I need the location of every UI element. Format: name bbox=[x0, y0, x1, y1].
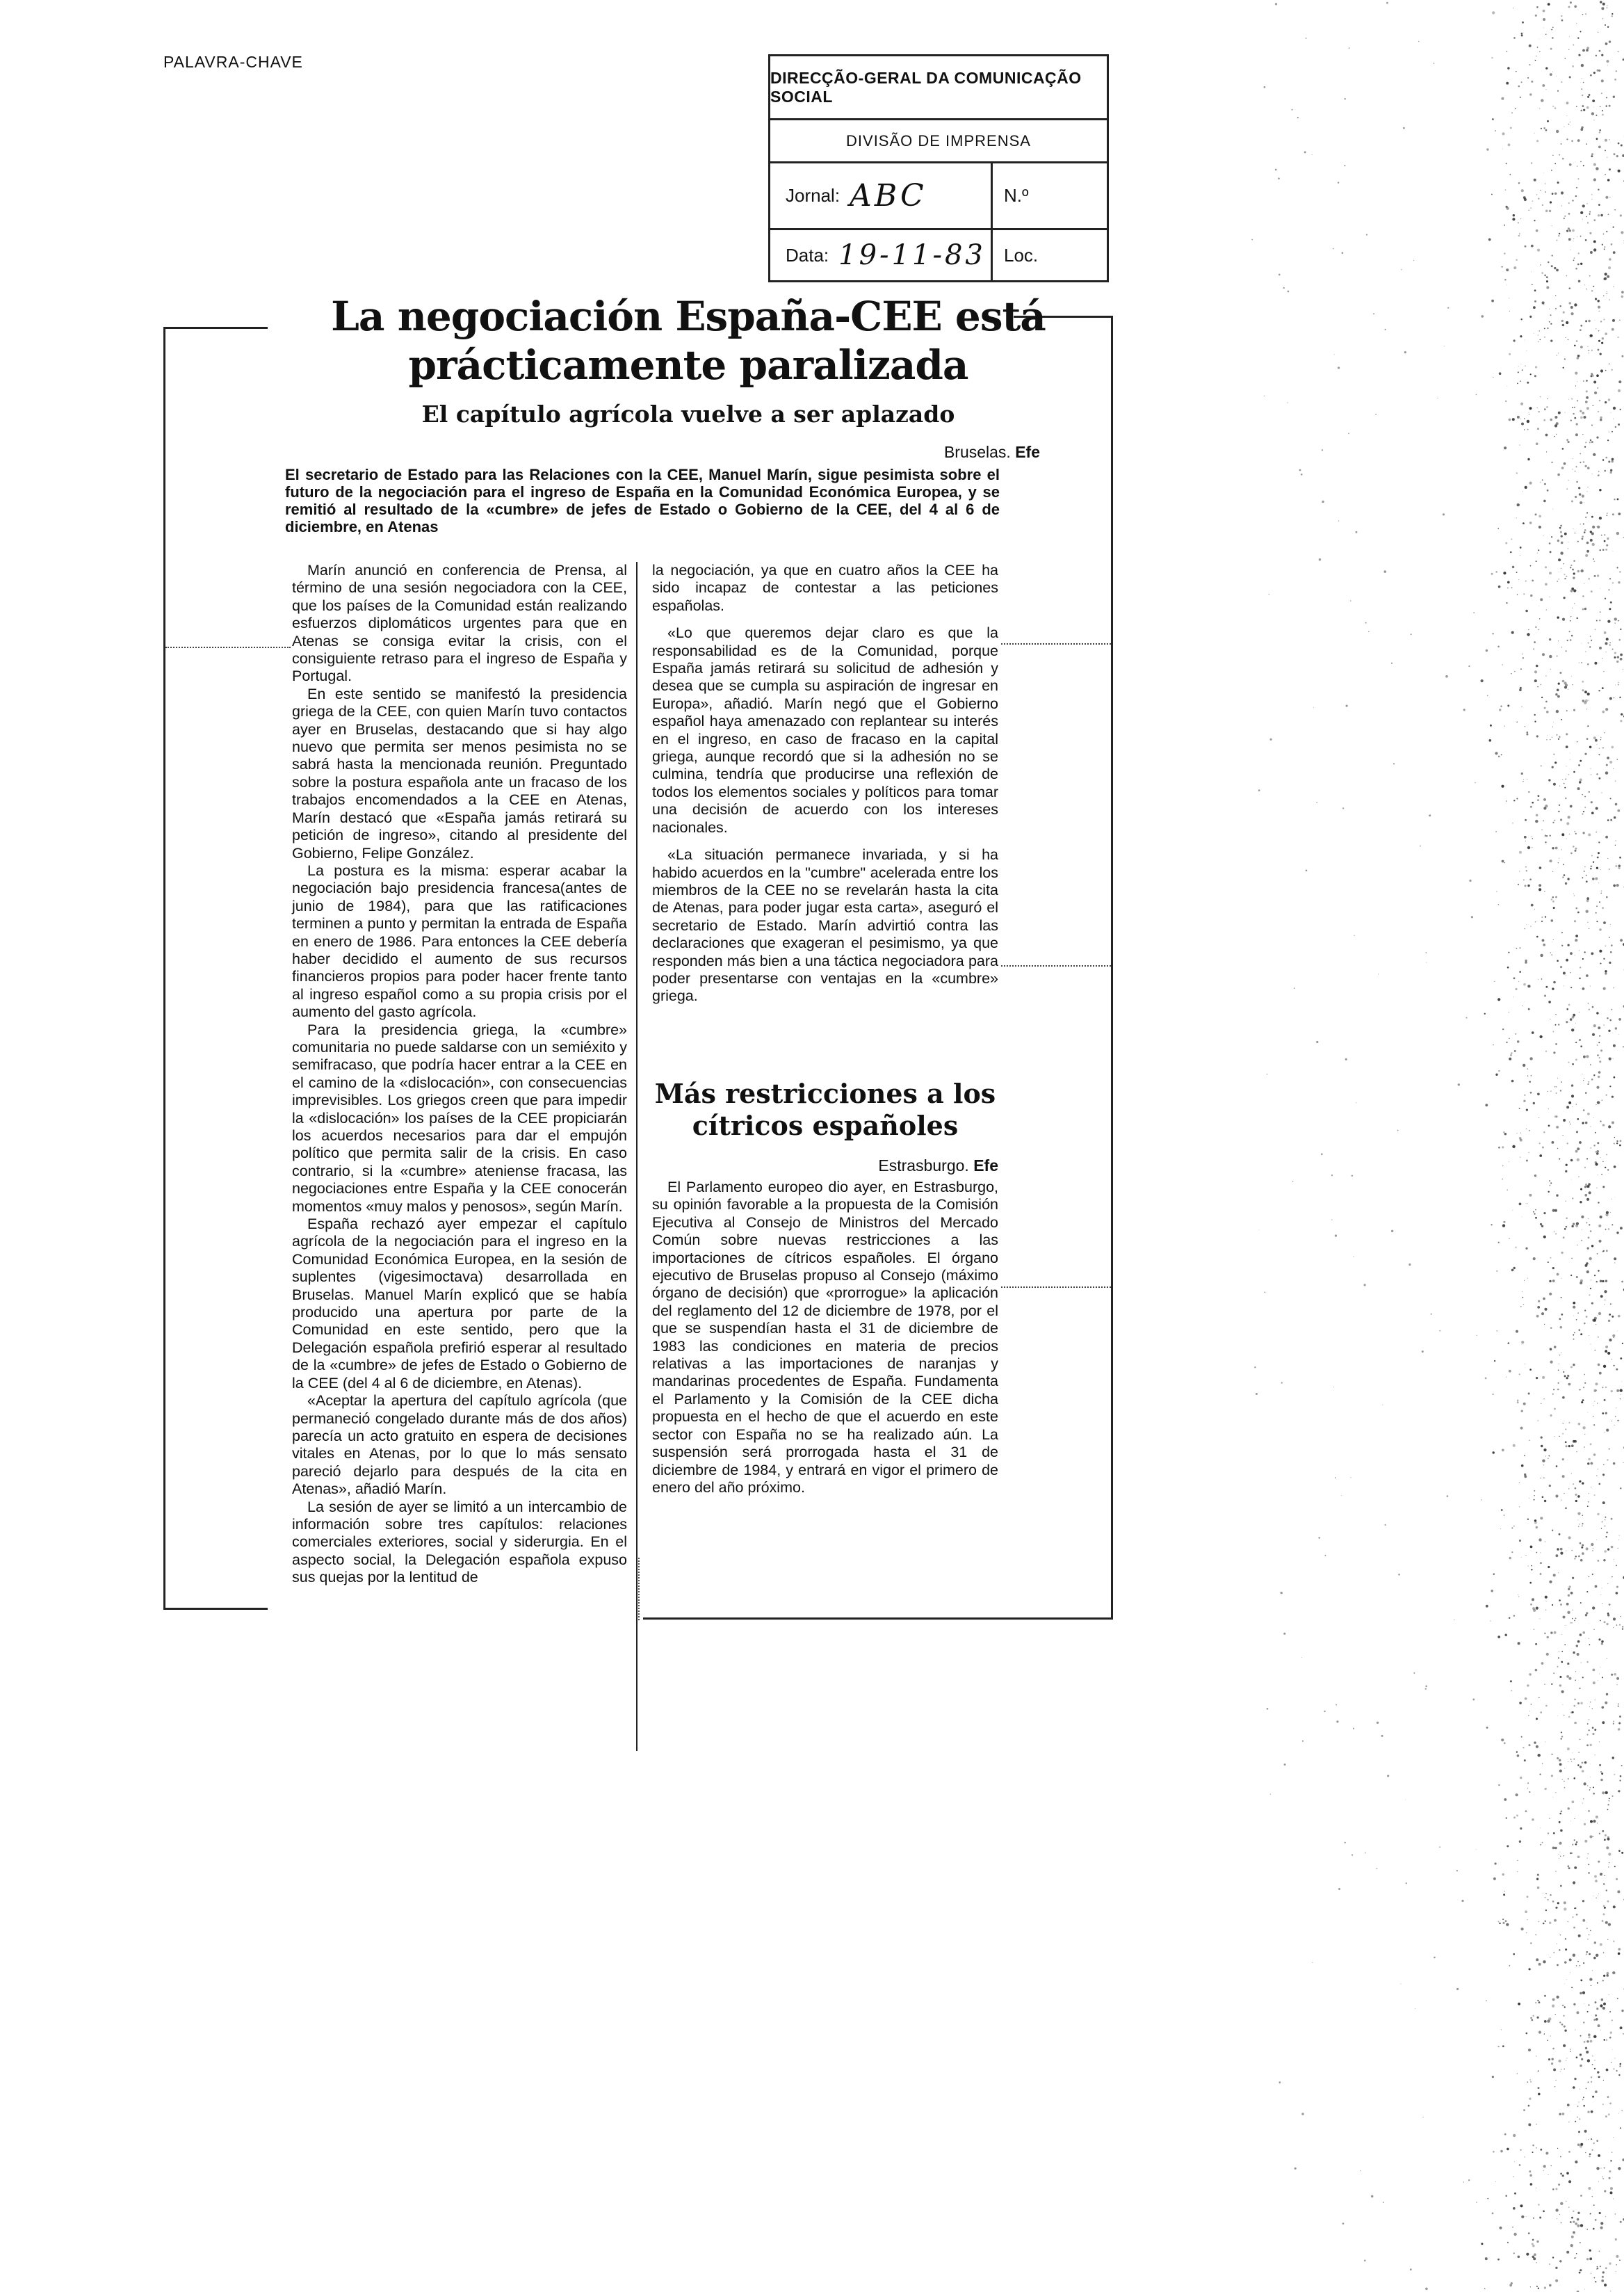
clipping-frame-top-left bbox=[163, 327, 268, 329]
sidebar-dateline-agency: Efe bbox=[973, 1156, 998, 1175]
stamp-data-row bbox=[770, 230, 1107, 280]
paragraph: Para la presidencia griega, la «cumbre» comunitaria no puede saldarse con un semiéxito y semifracaso, que podría hacer entrar a la CEE en el camino de la «dislocación», con consecuencias imprevisibles. Los griegos creen que para impedir la «dislocación» los países de la CEE propiciarán los acuerdos necesarios para dar el empujón político que permita salir de la crisis. En caso contrario, si la «cumbre» ateniense fracasa, las negociaciones entre España y la CEE conocerán momentos «muy malos y penosos», según Marín. bbox=[292, 1021, 627, 1215]
dateline-place: Bruselas. bbox=[943, 443, 1011, 461]
article-headline: La negociación España-CEE está prácticamente paralizada bbox=[331, 293, 1046, 389]
paragraph: «Lo que queremos dejar claro es que la responsabilidad es de la Comunidad, porque España jamás retirará su solicitud de adhesión y desea que se cumpla su aspiración de ingresar en Europa», añadió. Marín negó que el Gobierno español haya amenazado con replantear su interés en el ingreso, en caso de fracaso en la capital griega, aunque recordó que si la adhesión no se culmina, tendría que producirse una reflexión de todos los elementos sociales y políticos para tomar una decisión de acuerdo con los intereses nacionales. bbox=[652, 624, 998, 836]
stamp-jornal-cell bbox=[786, 163, 927, 228]
paragraph: La sesión de ayer se limitó a un intercambio de información sobre tres capítulos: relaciones comerciales exteriores, social y siderurgia. En el aspecto social, la Delegación española expuso sus quejas por la lentitud de bbox=[292, 1498, 627, 1586]
keyword-label: PALAVRA-CHAVE bbox=[163, 53, 303, 71]
stamp-numero-label: N.º bbox=[1004, 185, 1029, 206]
stamp-jornal-row bbox=[770, 163, 1107, 230]
article-lead: El secretario de Estado para las Relaciones con la CEE, Manuel Marín, sigue pesimista sobre el futuro de la negociación para el ingreso de España en la Comunidad Económica Europea, y se remitió al resultado de la «cumbre» de jefes de Estado o Gobierno de la CEE, del 4 al 6 de diciembre, en Atenas bbox=[285, 466, 1000, 535]
article-column-1 bbox=[292, 562, 627, 1587]
article-dateline bbox=[944, 443, 1040, 462]
paragraph: Marín anunció en conferencia de Prensa, al término de una sesión negociadora con la CEE, que los países de la Comunidad están realizando esfuerzos diplomáticos urgentes para que en Atenas se consiga evitar la crisis, con el consiguiente retraso para el ingreso de España y Portugal. bbox=[292, 562, 627, 685]
article-column-2 bbox=[652, 562, 998, 1006]
sidebar-body bbox=[652, 1179, 998, 1496]
cut-guide bbox=[1001, 1286, 1111, 1288]
clipping-frame-left bbox=[163, 327, 165, 1610]
stamp-division: DIVISÃO DE IMPRENSA bbox=[770, 120, 1107, 163]
clipping-frame-bottom-right bbox=[643, 1617, 1112, 1620]
stamp-data-cell bbox=[786, 230, 986, 280]
paragraph: «La situación permanece invariada, y si ha habido acuerdos en la "cumbre" acelerada entre los miembros de la CEE no se revelarán hasta la cita de Atenas, para poder jugar esta carta», aseguró el secretario de Estado. Marín advirtió contra las declaraciones que exageran el pesimismo, ya que responden más bien a una táctica negociadora para poder presentarse con ventajas en la «cumbre» griega. bbox=[652, 846, 998, 1005]
sidebar-title: Más restricciones a los cítricos españoles bbox=[654, 1078, 996, 1141]
stamp-loc-label: Loc. bbox=[1004, 244, 1039, 266]
scan-noise bbox=[1251, 0, 1624, 2292]
cut-guide bbox=[638, 1558, 640, 1620]
stamp-agency: DIRECÇÃO-GERAL DA COMUNICAÇÃO SOCIAL bbox=[770, 56, 1107, 120]
cut-guide bbox=[1001, 643, 1111, 645]
archive-stamp bbox=[768, 54, 1109, 282]
paragraph: España rechazó ayer empezar el capítulo agrícola de la negociación para el ingreso en la Comunidad Económica Europea, en la sesión de suplentes (vigesimoctava) desarrollada en Bruselas. Manuel Marín explicó que se había producido una apertura por parte de la Comunidad en este sentido, pero que la Delegación española prefirió esperar al resultado de la «cumbre» de jefes de Estado o Gobierno de la CEE (del 4 al 6 de diciembre, en Atenas). bbox=[292, 1216, 627, 1391]
stamp-jornal-label: Jornal: bbox=[786, 185, 841, 206]
column-rule bbox=[636, 562, 638, 1751]
sidebar-dateline bbox=[878, 1156, 998, 1175]
cut-guide bbox=[165, 647, 291, 648]
article-subheadline: El capítulo agrícola vuelve a ser aplazado bbox=[421, 401, 955, 428]
stamp-jornal-value: ABC bbox=[850, 178, 927, 213]
stamp-data-label: Data: bbox=[786, 244, 829, 266]
sidebar-dateline-place: Estrasburgo. bbox=[878, 1156, 969, 1175]
paragraph: La postura es la misma: esperar acabar la negociación bajo presidencia francesa(antes de junio de 1984), para que las ratificaciones terminen a punto y permitan la entrada de España en enero de 1986. Para entonces la CEE debería haber decidido el aumento de sus recursos financieros propios para poder hacer frente tanto al ingreso español como a su propia crisis por el aumento del gasto agrícola. bbox=[292, 862, 627, 1021]
paragraph: la negociación, ya que en cuatro años la CEE ha sido incapaz de contestar a las peticiones españolas. bbox=[652, 562, 998, 614]
cut-guide bbox=[1001, 965, 1111, 967]
clipping-frame-right bbox=[1111, 316, 1113, 1620]
stamp-data-value: 19-11-83 bbox=[838, 239, 986, 271]
paragraph: En este sentido se manifestó la presidencia griega de la CEE, con quien Marín tuvo contactos ayer en Bruselas, destacando que si hay algo nuevo que permita ser menos pesimista no se sabrá hasta la mencionada reunión. Preguntado sobre la postura española ante un fracaso de los trabajos encomendados a la CEE en Atenas, Marín destacó que «España jamás retirará su petición de ingreso», citando al presidente del Gobierno, Felipe González. bbox=[292, 685, 627, 862]
paragraph: «Aceptar la apertura del capítulo agrícola (que permaneció congelado durante más de dos años) parecía un acto gratuito en espera de decisiones vitales en Atenas, por lo que lo más sensato pareció dejarlo para después de la cita en Atenas», añadió Marín. bbox=[292, 1392, 627, 1498]
dateline-agency: Efe bbox=[1015, 443, 1040, 461]
paragraph: El Parlamento europeo dio ayer, en Estrasburgo, su opinión favorable a la propuesta de la Comisión Ejecutiva al Consejo de Ministros del Mercado Común sobre nuevas restricciones a las importaciones de cítricos españoles. El órgano ejecutivo de Bruselas propuso al Consejo (máximo órgano de decisión) que «prorrogue» la aplicación del reglamento del 12 de diciembre de 1978, por el que se suspendían hasta el 31 de diciembre de 1983 las condiciones en materia de precios relativas a las importaciones de naranjas y mandarinas procedentes de España. Fundamenta el Parlamento y la Comisión de la CEE dicha propuesta en el hecho de que el acuerdo en este sector con España no se ha realizado aún. La suspensión será prorrogada hasta el 31 de diciembre de 1984, y entrará en vigor el primero de enero del año próximo. bbox=[652, 1179, 998, 1496]
clipping-frame-bottom-left bbox=[163, 1608, 268, 1610]
